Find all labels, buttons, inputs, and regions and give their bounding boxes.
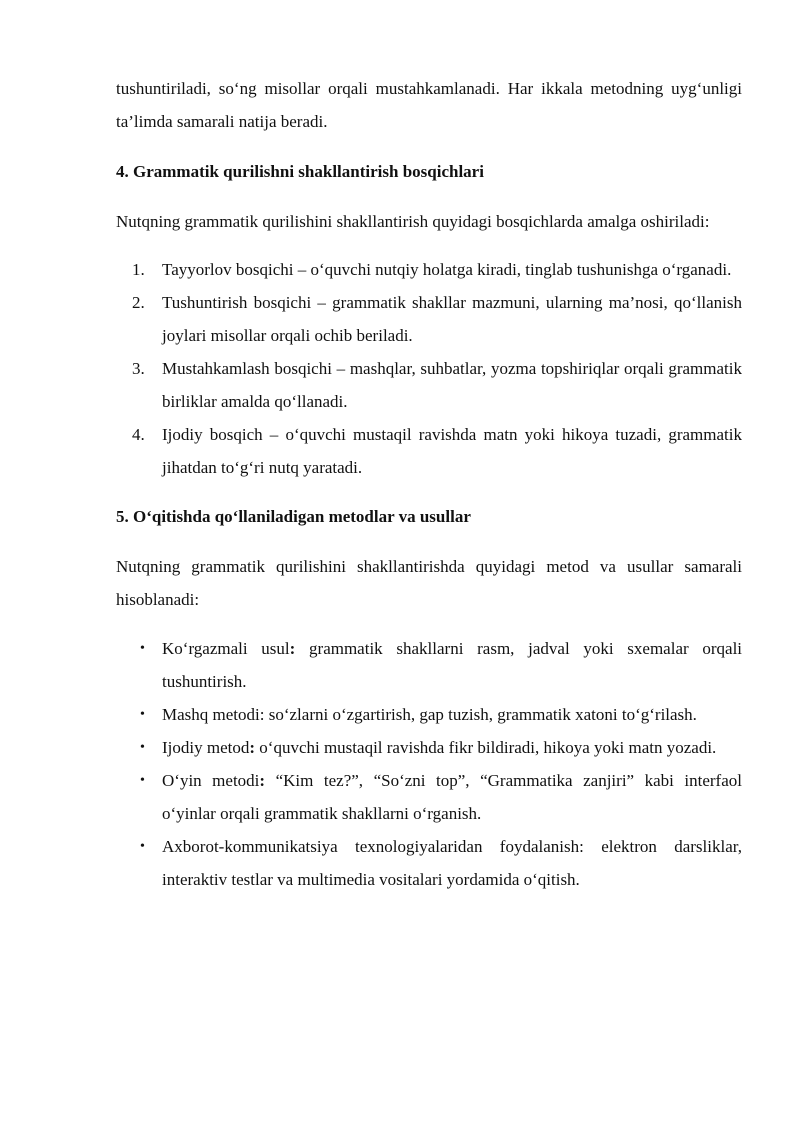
list-number: 4. [132, 425, 145, 444]
list-item-text: Tushuntirish bosqichi – grammatik shakllar mazmuni, ularning ma’nosi, qo‘llanish joylari misollar orqali ochib beriladi. [162, 293, 742, 345]
list-item-text: Ijodiy bosqich – o‘quvchi mustaqil ravishda matn yoki hikoya tuzadi, grammatik jihatdan to‘g‘ri nutq yaratadi. [162, 425, 742, 477]
section-4-heading: 4. Grammatik qurilishni shakllantirish bosqichlari [116, 162, 484, 181]
method-separator: : [289, 639, 296, 658]
list-item [116, 830, 742, 896]
method-name: Ijodiy metod [162, 738, 250, 757]
bullet-icon: • [140, 839, 145, 854]
list-item [116, 731, 742, 764]
list-item [116, 764, 742, 830]
list-item [116, 286, 742, 352]
method-description: elektron darsliklar, interaktiv testlar va multimedia vositalari yordamida o‘qitish. [162, 837, 742, 889]
method-separator: : [579, 837, 584, 856]
bullet-icon: • [140, 707, 145, 722]
method-name: Axborot-kommunikatsiya texnologiyalaridan foydalanish [162, 837, 580, 856]
list-item [116, 632, 742, 698]
method-description: “Kim tez?”, “So‘zni top”, “Grammatika zanjiri” kabi interfaol o‘yinlar orqali grammatik shakllarni o‘rganish. [162, 771, 742, 823]
list-item-text: Tayyorlov bosqichi – o‘quvchi nutqiy holatga kiradi, tinglab tushunishga o‘rganadi. [162, 260, 732, 279]
method-description: o‘quvchi mustaqil ravishda fikr bildiradi, hikoya yoki matn yozadi. [255, 738, 717, 757]
method-description: grammatik shakllarni rasm, jadval yoki sxemalar orqali tushuntirish. [162, 639, 743, 691]
list-number: 3. [132, 359, 145, 378]
document-page [116, 72, 742, 896]
bullet-icon: • [140, 740, 145, 755]
method-separator: : [249, 738, 256, 757]
section-5-heading: 5. O‘qitishda qo‘llaniladigan metodlar va usullar [116, 507, 471, 526]
list-number: 1. [132, 260, 145, 279]
bullet-icon: • [140, 641, 145, 656]
method-separator: : [259, 705, 265, 724]
continuation-paragraph: tushuntiriladi, so‘ng misollar orqali mustahkamlanadi. Har ikkala metodning uyg‘unligi ta’limda samarali natija beradi. [116, 79, 742, 131]
list-item [116, 253, 742, 286]
method-name: Mashq metodi [162, 705, 260, 724]
list-item [116, 352, 742, 418]
method-name: Ko‘rgazmali usul [162, 639, 290, 658]
methods-list [116, 632, 742, 896]
list-item [116, 418, 742, 484]
stages-list [116, 253, 742, 484]
section-5-intro: Nutqning grammatik qurilishini shakllantirishda quyidagi metod va usullar samarali hisoblanadi: [116, 557, 742, 609]
list-item [116, 698, 742, 731]
bullet-icon: • [140, 773, 145, 788]
method-description: so‘zlarni o‘zgartirish, gap tuzish, grammatik xatoni to‘g‘rilash. [264, 705, 697, 724]
section-4-intro: Nutqning grammatik qurilishini shakllantirish quyidagi bosqichlarda amalga oshiriladi: [116, 212, 710, 231]
method-name: O‘yin metodi [162, 771, 260, 790]
method-separator: : [259, 771, 266, 790]
list-item-text: Mustahkamlash bosqichi – mashqlar, suhbatlar, yozma topshiriqlar orqali grammatik birliklar amalda qo‘llanadi. [162, 359, 742, 411]
list-number: 2. [132, 293, 145, 312]
